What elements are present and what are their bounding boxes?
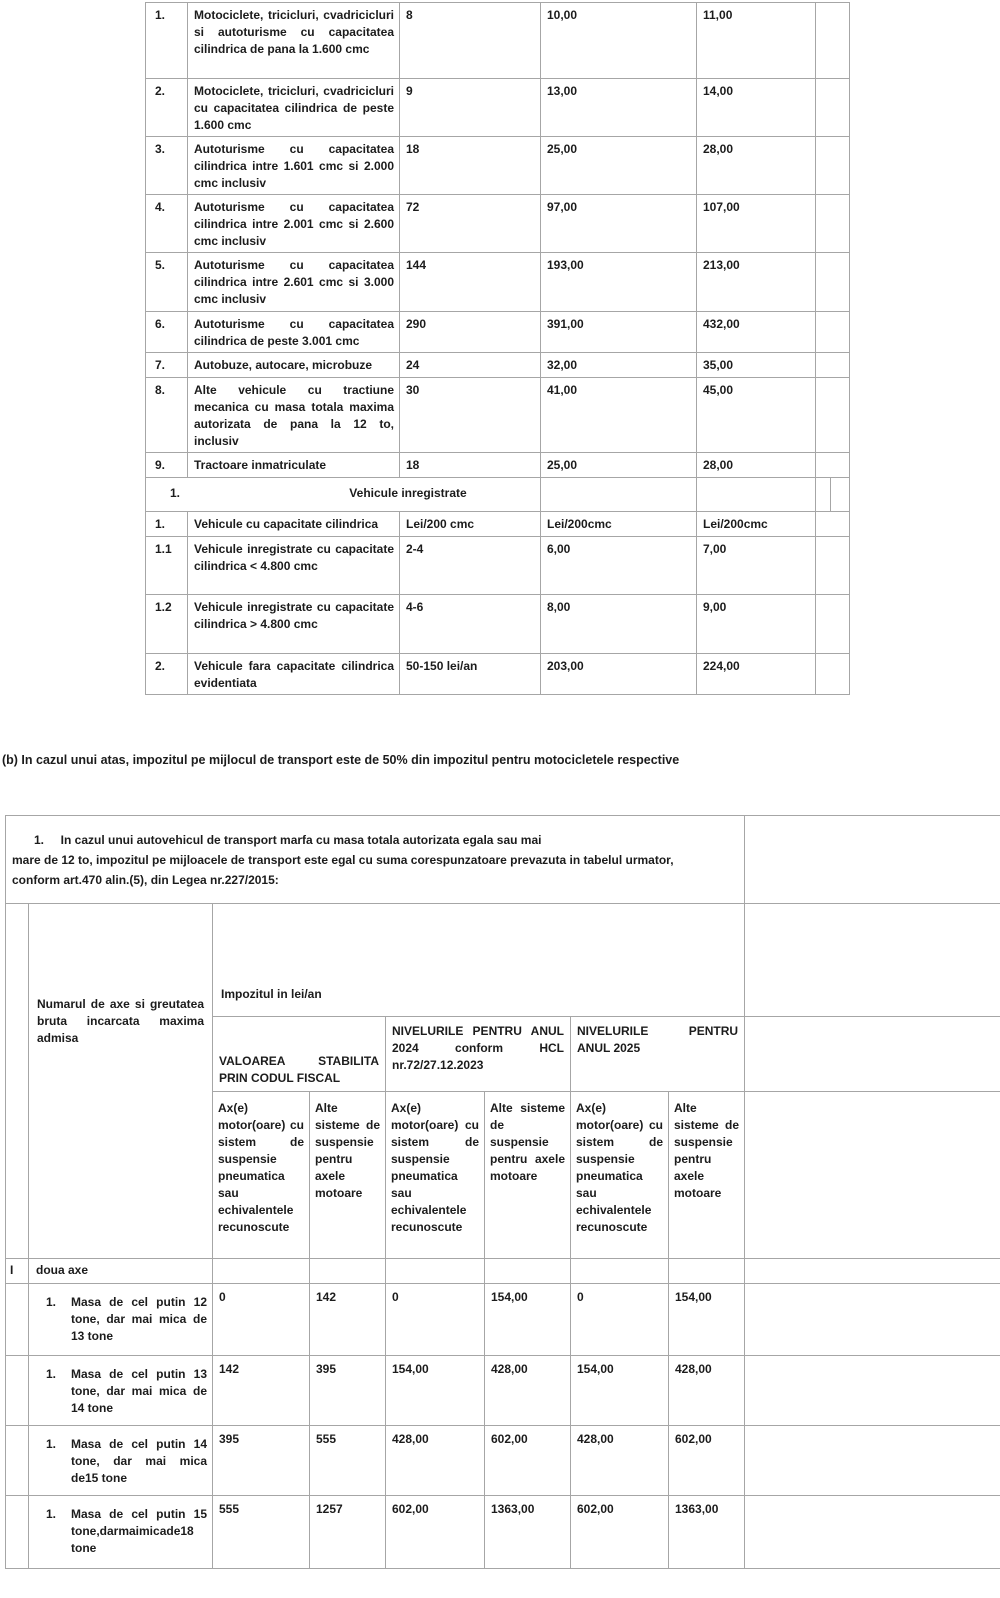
- value-cell: 432,00: [697, 312, 816, 353]
- value-cell: 18: [400, 453, 541, 478]
- value-cell: 395: [213, 1426, 310, 1496]
- section-row: [6, 1259, 1000, 1284]
- empty-cell: [816, 253, 850, 312]
- row-number-cell: 8.: [146, 378, 188, 453]
- section-label-cell: doua axe: [29, 1259, 213, 1284]
- section-title-cell: [146, 478, 541, 512]
- description-cell: Autoturisme cu capacitatea cilindrica intre 1.601 cmc si 2.000 cmc inclusiv: [188, 137, 400, 195]
- value-cell: 1257: [310, 1496, 386, 1569]
- value-cell: 193,00: [541, 253, 697, 312]
- list-text: Masa de cel putin 13 tone, dar mai mica de 14 tone: [71, 1367, 207, 1415]
- table-row: [6, 1496, 1000, 1569]
- empty-cell: [669, 1259, 745, 1284]
- valoarea-header-cell: [213, 1017, 386, 1092]
- description-cell: Vehicule fara capacitate cilindrica evidentiata: [188, 654, 400, 695]
- value-cell: Lei/200cmc: [697, 512, 816, 537]
- table-row: [146, 79, 850, 137]
- table-row: [6, 1356, 1000, 1426]
- empty-cell: [541, 478, 697, 512]
- list-number: 1.: [46, 1295, 57, 1309]
- value-cell: 213,00: [697, 253, 816, 312]
- value-cell: 0: [386, 1284, 485, 1356]
- description-cell: [29, 1284, 213, 1356]
- description-cell: [29, 1496, 213, 1569]
- section-title: Vehicule inregistrate: [349, 486, 467, 500]
- value-cell: 8,00: [541, 595, 697, 654]
- value-cell: 395: [310, 1356, 386, 1426]
- row-number-cell: 4.: [146, 195, 188, 253]
- row-number-cell: 7.: [146, 353, 188, 378]
- value-cell: 2-4: [400, 537, 541, 595]
- value-cell: 11,00: [697, 3, 816, 79]
- value-cell: 602,00: [386, 1496, 485, 1569]
- ax-motor-header-cell: Ax(e) motor(oare) cu sistem de suspensie pneumatica sau echivalentele recunoscute: [213, 1092, 310, 1259]
- ax-motor-header-cell: Ax(e) motor(oare) cu sistem de suspensie pneumatica sau echivalentele recunoscute: [386, 1092, 485, 1259]
- list-text: Masa de cel putin 12 tone, dar mai mica de 13 tone: [71, 1295, 207, 1343]
- empty-cell: [816, 512, 850, 537]
- empty-cell: [816, 137, 850, 195]
- table-row: [146, 512, 850, 537]
- value-cell: 142: [310, 1284, 386, 1356]
- table-row: [146, 378, 850, 453]
- table-row: [146, 453, 850, 478]
- empty-cell: [745, 1092, 1000, 1259]
- impozit-header-cell: Impozitul in lei/an: [213, 904, 745, 1017]
- empty-cell: [745, 904, 1000, 1017]
- note-paragraph: (b) In cazul unui atas, impozitul pe mijlocul de transport este de 50% din impozitul pentru motocicletele respective: [2, 753, 680, 767]
- empty-cell: [816, 478, 831, 512]
- value-cell: 154,00: [485, 1284, 571, 1356]
- value-cell: 0: [213, 1284, 310, 1356]
- value-cell: 391,00: [541, 312, 697, 353]
- empty-cell: [745, 1356, 1000, 1426]
- empty-cell: [816, 3, 850, 79]
- row-number-cell: 9.: [146, 453, 188, 478]
- description-cell: Motociclete, tricicluri, cvadricicluri si autoturisme cu capacitatea cilindrica de pana la 1.600 cmc: [188, 3, 400, 79]
- value-cell: 25,00: [541, 453, 697, 478]
- header-text: PENTRU: [688, 1024, 739, 1038]
- description-cell: [29, 1356, 213, 1426]
- value-cell: 107,00: [697, 195, 816, 253]
- empty-cell: [816, 378, 850, 453]
- empty-cell: [816, 595, 850, 654]
- niveluri-2025-header-cell: [571, 1017, 745, 1092]
- axle-tax-table: [5, 815, 1000, 1569]
- intro-line: mare de 12 to, impozitul pe mijloacele de transport este egal cu suma corespunzatoare prevazuta in tabelul urmator,: [12, 853, 674, 867]
- value-cell: 154,00: [571, 1356, 669, 1426]
- header-text: PRIN CODUL FISCAL: [219, 1071, 341, 1085]
- table-row: [146, 195, 850, 253]
- intro-row: [6, 816, 1000, 904]
- value-cell: 45,00: [697, 378, 816, 453]
- row-number-cell: 2.: [146, 79, 188, 137]
- empty-cell: [816, 654, 850, 695]
- value-cell: 41,00: [541, 378, 697, 453]
- value-cell: 9,00: [697, 595, 816, 654]
- empty-cell: [745, 1426, 1000, 1496]
- intro-paragraph-cell: [6, 816, 745, 904]
- value-cell: 14,00: [697, 79, 816, 137]
- value-cell: 97,00: [541, 195, 697, 253]
- niveluri-2024-header-cell: NIVELURILE PENTRU ANUL 2024 conform HCL nr.72/27.12.2023: [386, 1017, 571, 1092]
- value-cell: 35,00: [697, 353, 816, 378]
- value-cell: 142: [213, 1356, 310, 1426]
- value-cell: 13,00: [541, 79, 697, 137]
- value-cell: 602,00: [485, 1426, 571, 1496]
- empty-cell: [213, 1259, 310, 1284]
- intro-line: conform art.470 alin.(5), din Legea nr.227/2015:: [12, 873, 279, 887]
- empty-cell: [485, 1259, 571, 1284]
- empty-cell: [310, 1259, 386, 1284]
- empty-cell: [745, 1284, 1000, 1356]
- description-cell: Autoturisme cu capacitatea cilindrica intre 2.001 cmc si 2.600 cmc inclusiv: [188, 195, 400, 253]
- list-number: 1.: [46, 1437, 57, 1451]
- description-cell: Autoturisme cu capacitatea cilindrica intre 2.601 cmc si 3.000 cmc inclusiv: [188, 253, 400, 312]
- header-text: NIVELURILE: [577, 1024, 649, 1038]
- header-row: [6, 904, 1000, 1017]
- value-cell: 28,00: [697, 137, 816, 195]
- value-cell: 28,00: [697, 453, 816, 478]
- list-number: 1.: [46, 1507, 57, 1521]
- value-cell: 8: [400, 3, 541, 79]
- table-row: [6, 1426, 1000, 1496]
- row-number-cell: 5.: [146, 253, 188, 312]
- empty-cell: [831, 478, 850, 512]
- empty-cell: [6, 1426, 29, 1496]
- empty-cell: [745, 1496, 1000, 1569]
- alte-sisteme-header-cell: Alte sisteme de suspensie pentru axele motoare: [485, 1092, 571, 1259]
- row-number-cell: 1.2: [146, 595, 188, 654]
- list-text: Masa de cel putin 15 tone,darmaimicade18 tone: [71, 1507, 207, 1555]
- value-cell: 290: [400, 312, 541, 353]
- section-number: 1.: [170, 486, 181, 500]
- empty-cell: [745, 816, 1000, 904]
- value-cell: 224,00: [697, 654, 816, 695]
- empty-cell: [6, 1496, 29, 1569]
- section-number-cell: I: [6, 1259, 29, 1284]
- value-cell: 428,00: [571, 1426, 669, 1496]
- table-row: [6, 1284, 1000, 1356]
- value-cell: 154,00: [386, 1356, 485, 1426]
- table-row: [146, 595, 850, 654]
- value-cell: 24: [400, 353, 541, 378]
- value-cell: Lei/200cmc: [541, 512, 697, 537]
- empty-cell: [816, 195, 850, 253]
- row-number-cell: 3.: [146, 137, 188, 195]
- empty-cell: [816, 537, 850, 595]
- value-cell: 428,00: [669, 1356, 745, 1426]
- value-cell: 18: [400, 137, 541, 195]
- value-cell: 25,00: [541, 137, 697, 195]
- table-row: [146, 3, 850, 79]
- empty-cell: [745, 1017, 1000, 1092]
- description-cell: Alte vehicule cu tractiune mecanica cu masa totala maxima autorizata de pana la 12 to, inclusiv: [188, 378, 400, 453]
- value-cell: 10,00: [541, 3, 697, 79]
- empty-cell: [816, 453, 850, 478]
- table-row: [146, 353, 850, 378]
- description-cell: [29, 1426, 213, 1496]
- value-cell: 32,00: [541, 353, 697, 378]
- value-cell: 203,00: [541, 654, 697, 695]
- value-cell: 144: [400, 253, 541, 312]
- empty-cell: [571, 1259, 669, 1284]
- ax-motor-header-cell: Ax(e) motor(oare) cu sistem de suspensie pneumatica sau echivalentele recunoscute: [571, 1092, 669, 1259]
- value-cell: 9: [400, 79, 541, 137]
- empty-cell: [386, 1259, 485, 1284]
- list-number: 1.: [46, 1367, 57, 1381]
- header-text: VALOAREA: [219, 1054, 286, 1068]
- row-number-cell: 1.: [146, 3, 188, 79]
- value-cell: 6,00: [541, 537, 697, 595]
- intro-line: 1. In cazul unui autovehicul de transport marfa cu masa totala autorizata egala sau mai: [34, 833, 542, 847]
- table-row: [146, 654, 850, 695]
- value-cell: 7,00: [697, 537, 816, 595]
- description-cell: Vehicule cu capacitate cilindrica: [188, 512, 400, 537]
- row-number-cell: 1.: [146, 512, 188, 537]
- empty-cell: [6, 1284, 29, 1356]
- value-cell: 602,00: [571, 1496, 669, 1569]
- alte-sisteme-header-cell: Alte sisteme de suspensie pentru axele motoare: [310, 1092, 386, 1259]
- empty-cell: [745, 1259, 1000, 1284]
- value-cell: 50-150 lei/an: [400, 654, 541, 695]
- value-cell: Lei/200 cmc: [400, 512, 541, 537]
- description-cell: Motociclete, tricicluri, cvadricicluri cu capacitatea cilindrica de peste 1.600 cmc: [188, 79, 400, 137]
- value-cell: 428,00: [485, 1356, 571, 1426]
- description-cell: Tractoare inmatriculate: [188, 453, 400, 478]
- empty-cell: [6, 904, 29, 1259]
- value-cell: 555: [310, 1426, 386, 1496]
- row-number-cell: 2.: [146, 654, 188, 695]
- description-cell: Vehicule inregistrate cu capacitate cilindrica < 4.800 cmc: [188, 537, 400, 595]
- value-cell: 154,00: [669, 1284, 745, 1356]
- value-cell: 72: [400, 195, 541, 253]
- table-row: [146, 253, 850, 312]
- value-cell: 0: [571, 1284, 669, 1356]
- value-cell: 602,00: [669, 1426, 745, 1496]
- table-row: [146, 137, 850, 195]
- empty-cell: [816, 312, 850, 353]
- header-text: STABILITA: [318, 1054, 379, 1068]
- empty-cell: [697, 478, 816, 512]
- row-number-cell: 1.1: [146, 537, 188, 595]
- table-row: [146, 312, 850, 353]
- value-cell: 428,00: [386, 1426, 485, 1496]
- alte-sisteme-header-cell: Alte sisteme de suspensie pentru axele motoare: [669, 1092, 745, 1259]
- row-number-cell: 6.: [146, 312, 188, 353]
- value-cell: 30: [400, 378, 541, 453]
- axes-header-cell: Numarul de axe si greutatea bruta incarcata maxima admisa: [29, 904, 213, 1259]
- vehicle-tax-table: [145, 2, 850, 695]
- section-header-row: [146, 478, 850, 512]
- empty-cell: [816, 79, 850, 137]
- empty-cell: [6, 1356, 29, 1426]
- description-cell: Autobuze, autocare, microbuze: [188, 353, 400, 378]
- empty-cell: [816, 353, 850, 378]
- header-text: ANUL 2025: [577, 1041, 641, 1055]
- table-row: [146, 537, 850, 595]
- value-cell: 4-6: [400, 595, 541, 654]
- value-cell: 555: [213, 1496, 310, 1569]
- list-text: Masa de cel putin 14 tone, dar mai mica de15 tone: [71, 1437, 207, 1485]
- description-cell: Autoturisme cu capacitatea cilindrica de peste 3.001 cmc: [188, 312, 400, 353]
- value-cell: 1363,00: [485, 1496, 571, 1569]
- value-cell: 1363,00: [669, 1496, 745, 1569]
- description-cell: Vehicule inregistrate cu capacitate cilindrica > 4.800 cmc: [188, 595, 400, 654]
